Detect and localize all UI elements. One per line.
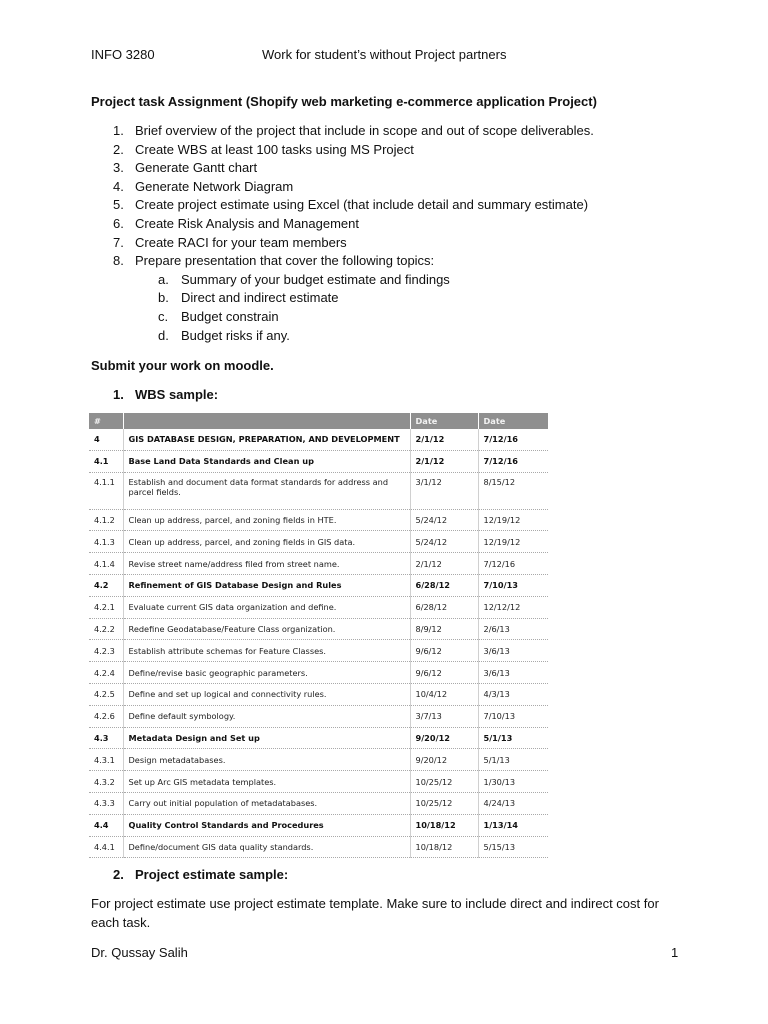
wbs-row [89,749,548,771]
wbs-task: Establish attribute schemas for Feature Classes. [123,640,410,662]
subtask-text: Direct and indirect estimate [181,290,339,306]
wbs-start: 10/18/12 [410,836,478,858]
wbs-task: Redefine Geodatabase/Feature Class organization. [123,618,410,640]
wbs-end: 7/12/16 [478,429,548,450]
task-number: 4. [113,178,124,194]
wbs-id: 4.2.1 [89,596,123,618]
wbs-row [89,618,548,640]
wbs-section-heading [113,387,218,402]
wbs-id: 4.2.5 [89,683,123,705]
wbs-row [89,450,548,472]
wbs-start: 2/1/12 [410,429,478,450]
section-number: 1. [113,387,124,402]
wbs-start: 8/9/12 [410,618,478,640]
wbs-end: 12/19/12 [478,531,548,553]
wbs-end: 5/15/13 [478,836,548,858]
subtask-item [91,271,691,290]
wbs-row [89,596,548,618]
wbs-row [89,531,548,553]
wbs-id: 4.3.3 [89,792,123,814]
wbs-task: Carry out initial population of metadatabases. [123,792,410,814]
wbs-end: 8/15/12 [478,472,548,509]
subtask-letter: b. [158,290,169,306]
wbs-end: 12/19/12 [478,509,548,531]
wbs-id: 4.2.4 [89,662,123,684]
wbs-task: Refinement of GIS Database Design and Rules [123,574,410,596]
assignment-title: Project task Assignment (Shopify web marketing e-commerce application Project) [91,94,597,109]
wbs-start: 10/25/12 [410,792,478,814]
wbs-end: 3/6/13 [478,662,548,684]
wbs-task: Evaluate current GIS data organization and define. [123,596,410,618]
wbs-row [89,574,548,596]
wbs-row [89,792,548,814]
wbs-task: Set up Arc GIS metadata templates. [123,771,410,793]
task-item [91,234,691,253]
wbs-task: Revise street name/address filed from street name. [123,553,410,575]
task-item [91,196,691,215]
task-text: Create Risk Analysis and Management [135,215,360,231]
wbs-id: 4.1 [89,450,123,472]
wbs-end: 5/1/13 [478,727,548,749]
wbs-task: Quality Control Standards and Procedures [123,814,410,836]
wbs-row [89,836,548,858]
wbs-id: 4.4 [89,814,123,836]
wbs-id: 4.4.1 [89,836,123,858]
wbs-id: 4.2.2 [89,618,123,640]
subtask-item [91,327,691,346]
subtask-letter: c. [158,308,169,324]
wbs-end: 4/24/13 [478,792,548,814]
task-number: 1. [113,123,124,138]
wbs-start: 2/1/12 [410,553,478,575]
wbs-header-task [123,413,410,429]
wbs-end: 7/10/13 [478,574,548,596]
wbs-row [89,640,548,662]
wbs-end: 5/1/13 [478,749,548,771]
wbs-id: 4.3 [89,727,123,749]
estimate-section-heading [113,867,288,882]
subtask-letter: a. [158,271,169,287]
wbs-id: 4.3.2 [89,771,123,793]
wbs-id: 4 [89,429,123,450]
subtask-letter: d. [158,327,169,343]
wbs-row [89,814,548,836]
wbs-start: 10/25/12 [410,771,478,793]
task-number: 7. [113,234,124,250]
wbs-id: 4.2 [89,574,123,596]
wbs-start: 5/24/12 [410,531,478,553]
task-number: 3. [113,160,124,176]
task-text: Create WBS at least 100 tasks using MS Project [135,141,414,157]
wbs-end: 7/10/13 [478,705,548,727]
wbs-task: Define/revise basic geographic parameters. [123,662,410,684]
header-subtitle: Work for student’s without Project partners [262,47,507,62]
subtask-text: Budget risks if any. [181,327,290,343]
footer-author: Dr. Qussay Salih [91,945,188,960]
wbs-id: 4.2.6 [89,705,123,727]
task-item [91,141,691,160]
wbs-header-row [89,413,548,429]
wbs-end: 3/6/13 [478,640,548,662]
subtask-text: Summary of your budget estimate and findings [181,271,450,287]
task-item [91,215,691,234]
wbs-task: Design metadatabases. [123,749,410,771]
task-text: Create project estimate using Excel (that include detail and summary estimate) [135,197,589,213]
wbs-task: Define and set up logical and connectivity rules. [123,683,410,705]
wbs-header-start-date: Date [410,413,478,429]
task-number: 5. [113,197,124,213]
wbs-task: Base Land Data Standards and Clean up [123,450,410,472]
wbs-row [89,429,548,450]
wbs-row [89,727,548,749]
wbs-start: 6/28/12 [410,596,478,618]
task-text: Prepare presentation that cover the following topics: [135,253,435,269]
wbs-end: 7/12/16 [478,553,548,575]
wbs-start: 3/7/13 [410,705,478,727]
task-text: Generate Network Diagram [135,178,294,194]
wbs-id: 4.2.3 [89,640,123,662]
wbs-end: 7/12/16 [478,450,548,472]
wbs-id: 4.1.2 [89,509,123,531]
wbs-start: 9/6/12 [410,662,478,684]
wbs-start: 10/18/12 [410,814,478,836]
wbs-start: 9/20/12 [410,727,478,749]
wbs-start: 2/1/12 [410,450,478,472]
task-list [91,122,691,345]
wbs-task: Clean up address, parcel, and zoning fields in HTE. [123,509,410,531]
wbs-end: 1/13/14 [478,814,548,836]
task-text: Generate Gantt chart [135,160,258,176]
task-text: Create RACI for your team members [135,234,347,250]
wbs-row [89,683,548,705]
wbs-task: Clean up address, parcel, and zoning fields in GIS data. [123,531,410,553]
wbs-row [89,472,548,509]
task-number: 8. [113,253,124,269]
wbs-header-end-date: Date [478,413,548,429]
subtask-item [91,308,691,327]
wbs-header-id: # [89,413,123,429]
wbs-id: 4.1.4 [89,553,123,575]
wbs-task: Define/document GIS data quality standards. [123,836,410,858]
subtask-item [91,289,691,308]
section-title: WBS sample: [135,387,219,402]
wbs-start: 6/28/12 [410,574,478,596]
subtask-text: Budget constrain [181,308,279,324]
wbs-table [89,413,548,858]
wbs-start: 3/1/12 [410,472,478,509]
wbs-id: 4.3.1 [89,749,123,771]
wbs-end: 2/6/13 [478,618,548,640]
wbs-id: 4.1.3 [89,531,123,553]
wbs-row [89,705,548,727]
task-item [91,122,691,141]
wbs-end: 1/30/13 [478,771,548,793]
task-item [91,252,691,271]
page-number: 1 [671,945,679,960]
wbs-end: 4/3/13 [478,683,548,705]
wbs-row [89,509,548,531]
wbs-task: GIS DATABASE DESIGN, PREPARATION, AND DEVELOPMENT [123,429,410,450]
task-number: 2. [113,141,124,157]
wbs-task: Establish and document data format standards for address and parcel fields. [123,472,410,509]
course-code: INFO 3280 [91,47,155,62]
wbs-task: Metadata Design and Set up [123,727,410,749]
task-item [91,159,691,178]
wbs-start: 9/6/12 [410,640,478,662]
wbs-row [89,771,548,793]
wbs-start: 9/20/12 [410,749,478,771]
task-text: Brief overview of the project that include in scope and out of scope deliverables. [135,123,594,138]
wbs-id: 4.1.1 [89,472,123,509]
wbs-row [89,662,548,684]
submit-instruction: Submit your work on moodle. [91,358,274,373]
task-item [91,178,691,197]
wbs-row [89,553,548,575]
wbs-start: 10/4/12 [410,683,478,705]
section-number: 2. [113,867,124,882]
wbs-start: 5/24/12 [410,509,478,531]
wbs-task: Define default symbology. [123,705,410,727]
task-number: 6. [113,215,124,231]
section-title: Project estimate sample: [135,867,289,882]
wbs-end: 12/12/12 [478,596,548,618]
estimate-instructions: For project estimate use project estimate template. Make sure to include direct and indirect cost for each task. [91,896,659,930]
